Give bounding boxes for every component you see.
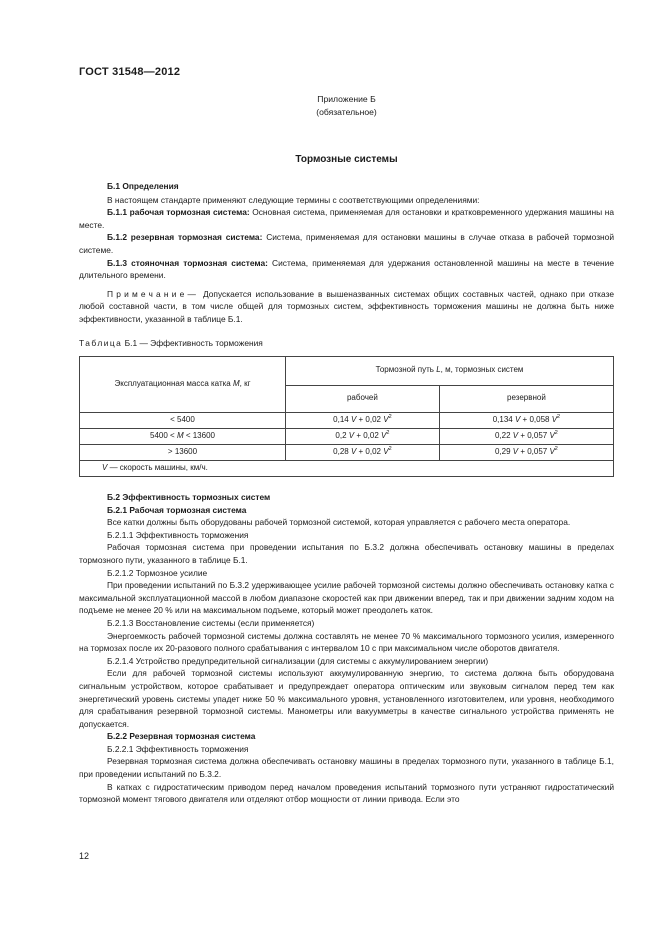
header-path: Тормозной путь L, м, тормозных систем <box>286 356 614 385</box>
table-row <box>80 444 614 460</box>
definition-term: Б.1.3 стояночная тормозная система: <box>107 257 268 268</box>
definitions-section <box>79 180 614 326</box>
note <box>79 288 614 326</box>
subsection-heading: Б.2.1.2 Тормозное усилие <box>107 567 208 578</box>
header-reserve: резервной <box>439 385 613 412</box>
cell-mass: > 13600 <box>80 444 286 460</box>
cell-work: 0,14 V + 0,02 $V^2$ <box>286 412 440 428</box>
table-caption-text: Б.1 — Эффективность торможения <box>122 338 263 348</box>
paragraph: Все катки должны быть оборудованы рабочей тормозной системой, которая управляется с рабочего места оператора. <box>107 517 571 528</box>
table-row <box>80 428 614 444</box>
annex-heading <box>79 93 614 119</box>
cell-reserve: 0,22 V + 0,057 $V^2$ <box>439 428 613 444</box>
cell-mass: 5400 < M < 13600 <box>80 428 286 444</box>
definitions-intro: В настоящем стандарте применяют следующие термины с соответствующими определениями: <box>107 194 480 205</box>
cell-mass: < 5400 <box>80 412 286 428</box>
definition-text: Основная система, применяемая для остановки и кратковременного удержания машины на месте. <box>79 207 614 230</box>
cell-reserve: 0,134 V + 0,058 $V^2$ <box>439 412 613 428</box>
table-footnote: V — скорость машины, км/ч. <box>80 460 614 476</box>
paragraph: Рабочая тормозная система при проведении испытания по Б.3.2 должна обеспечивать остановку машины в пределах тормозного пути, указанного в таблице Б.1. <box>79 542 614 565</box>
reserve-brake-heading: Б.2.2 Резервная тормозная система <box>107 731 256 742</box>
cell-reserve: 0,29 V + 0,057 $V^2$ <box>439 444 613 460</box>
definitions-heading: Б.1 Определения <box>107 181 179 191</box>
paragraph: Если для рабочей тормозной системы используют аккумулированную энергию, то система должна быть оборудована сигнальным устройством, которое срабатывает и предупреждает оператора оптическим или звуковым сигналом перед тем как энергетический уровень системы упадет ниже 50 % максимального уровня, установленного изготовителем, или уровня, необходимого для срабатывания резервной тормозной системы. Манометры или вакуумметры в качестве сигнального устройства применять не допускается. <box>79 668 614 729</box>
standard-number: ГОСТ 31548—2012 <box>79 66 181 78</box>
definition-term: Б.1.1 рабочая тормозная система: <box>107 207 250 218</box>
header-mass: Эксплуатационная масса катка M, кг <box>80 356 286 412</box>
subsection-heading: Б.2.1.1 Эффективность торможения <box>107 529 249 540</box>
cell-work: 0,28 V + 0,02 $V^2$ <box>286 444 440 460</box>
table-caption <box>79 337 614 350</box>
paragraph: В катках с гидростатическим приводом перед началом проведения испытаний тормозного пути устраняют гидростатический тормозной момент тягового двигателя или отделяют отбор мощности от линии привода. Если это <box>79 781 614 805</box>
table-row <box>80 412 614 428</box>
cell-work: 0,2 V + 0,02 $V^2$ <box>286 428 440 444</box>
braking-table <box>79 356 614 477</box>
definition-text: Система, применяемая для удержания остановленной машины на месте в течение длительного времени. <box>79 257 614 281</box>
eff-heading: Б.2 Эффективность тормозных систем <box>107 492 271 502</box>
page-number: 12 <box>79 851 90 861</box>
paragraph: При проведении испытаний по Б.3.2 удерживающее усилие рабочей тормозной системы должно обеспечивать остановку катка с максимальной эксплуатационной массой в любом диапазоне скоростей как при движении вперед, так и при движении задним ходом на подъеме не менее 20 % или на максимальном подъеме, который может преодолеть каток. <box>79 580 614 616</box>
definition-item <box>79 257 614 282</box>
note-text: Допускается использование в вышеназванных системах общих составных частей, однако при отказе любой составной части, в том числе общей для тормозных систем, эффективность торможения машины не должна быть ниже эффективности, указанной в таблице Б.1. <box>79 288 614 324</box>
annex-title: Приложение Б <box>317 94 376 104</box>
subsection-heading: Б.2.1.4 Устройство предупредительной сигнализации (для системы с аккумулированием энергии) <box>107 655 489 666</box>
header-work: рабочей <box>286 385 440 412</box>
definition-term: Б.1.2 резервная тормозная система: <box>107 232 263 243</box>
annex-status: (обязательное) <box>316 107 377 117</box>
paragraph: Энергоемкость рабочей тормозной системы должна составлять не менее 70 % максимального тормозного усилия, измеренного на тормозах после их 20-разового полного срабатывания с интервалом 10 с при максимальном числе оборотов двигателя. <box>79 630 614 654</box>
table-block <box>79 337 614 477</box>
section-title: Тормозные системы <box>295 154 398 165</box>
service-brake-heading: Б.2.1 Рабочая тормозная система <box>107 504 247 515</box>
paragraph: Резервная тормозная система должна обеспечивать остановку машины в пределах тормозного пути, указанного в таблице Б.1, при проведении испытаний по Б.3.2. <box>79 756 614 780</box>
definition-item <box>79 206 614 231</box>
definition-item <box>79 231 614 256</box>
note-label: Примечание— <box>107 288 200 299</box>
table-caption-label: Таблица <box>79 338 123 348</box>
subsection-heading: Б.2.1.3 Восстановление системы (если применяется) <box>107 617 315 628</box>
definition-text: Система, применяемая для остановки машины в случае отказа в рабочей тормозной системе. <box>79 232 614 255</box>
subsection-heading: Б.2.2.1 Эффективность торможения <box>107 743 249 754</box>
effectiveness-section <box>79 491 614 806</box>
